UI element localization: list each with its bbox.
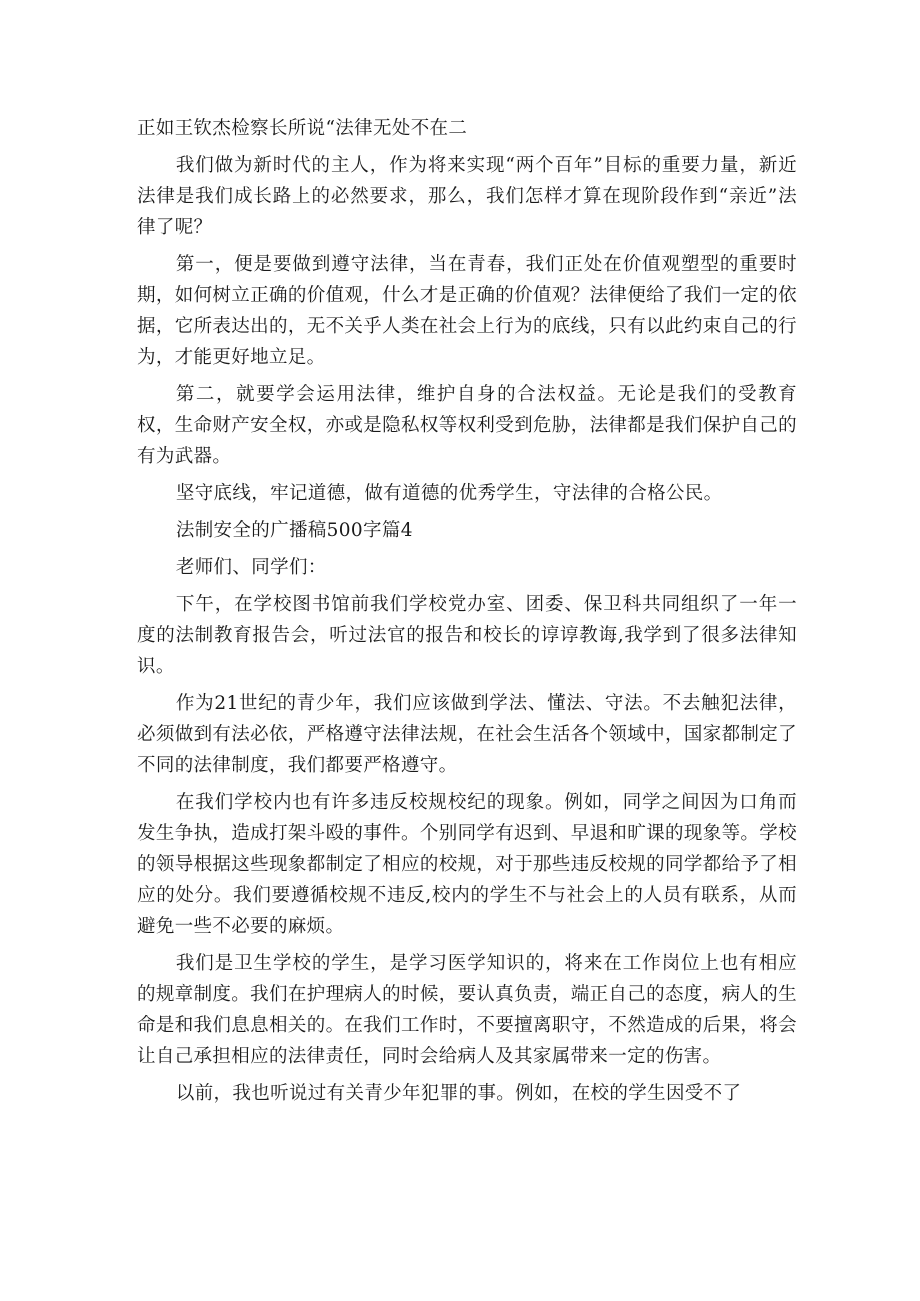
paragraph-new-era: 我们做为新时代的主人，作为将来实现“两个百年”目标的重要力量，新近法律是我们成长路上的必然要求，那么，我们怎样才算在现阶段作到“亲近”法律了呢？ <box>137 155 797 238</box>
paragraph-second-point: 第二，就要学会运用法律，维护自身的合法权益。无论是我们的受教育权，生命财产安全权，亦或是隐私权等权利受到危胁，法律都是我们保护自己的有为武器。 <box>137 384 797 467</box>
paragraph-health-school: 我们是卫生学校的学生，是学习医学知识的，将来在工作岗位上也有相应的规章制度。我们在护理病人的时候，要认真负责，端正自己的态度，病人的生命是和我们息息相关的。在我们工作时，不要擅离职守，不然造成的后果，将会让自己承担相应的法律责任，同时会给病人及其家属带来一定的伤害。 <box>137 953 797 1067</box>
paragraph-first-point: 第一，便是要做到遵守法律，当在青春，我们正处在价值观塑型的重要时期，如何树立正确的价值观，什么才是正确的价值观？法律便给了我们一定的依据，它所表达出的，无不关乎人类在社会上行为的底线，只有以此约束自己的行为，才能更好地立足。 <box>137 254 797 368</box>
paragraph-closing-motto: 坚守底线，牢记道德，做有道德的优秀学生，守法律的合格公民。 <box>175 483 723 504</box>
document-body <box>137 113 797 1115</box>
paragraph-youth-law: 作为21世纪的青少年，我们应该做到学法、懂法、守法。不去触犯法律，必须做到有法必依，严格遵守法律法规，在社会生活各个领域中，国家都制定了不同的法律制度，我们都要严格遵守。 <box>137 693 797 776</box>
paragraph-school-rules: 在我们学校内也有许多违反校规校纪的现象。例如，同学之间因为口角而发生争执，造成打架斗殴的事件。个别同学有迟到、早退和旷课的现象等。学校的领导根据这些现象都制定了相应的校规，对于那些违反校规的同学都给予了相应的处分。我们要遵循校规不违反,校内的学生不与社会上的人员有联系，从而避免一些不必要的麻烦。 <box>137 792 797 937</box>
paragraph-salutation: 老师们、同学们： <box>175 557 327 578</box>
paragraph-report-meeting: 下午，在学校图书馆前我们学校党办室、团委、保卫科共同组织了一年一度的法制教育报告会，听过法官的报告和校长的谆谆教诲,我学到了很多法律知识。 <box>137 594 797 677</box>
paragraph-quote-continuation: 正如王钦杰检察长所说“法律无处不在二 <box>137 118 468 139</box>
section-heading: 法制安全的广播稿500字篇4 <box>175 520 413 541</box>
paragraph-youth-crime: 以前，我也听说过有关青少年犯罪的事。例如，在校的学生因受不了 <box>175 1083 742 1104</box>
